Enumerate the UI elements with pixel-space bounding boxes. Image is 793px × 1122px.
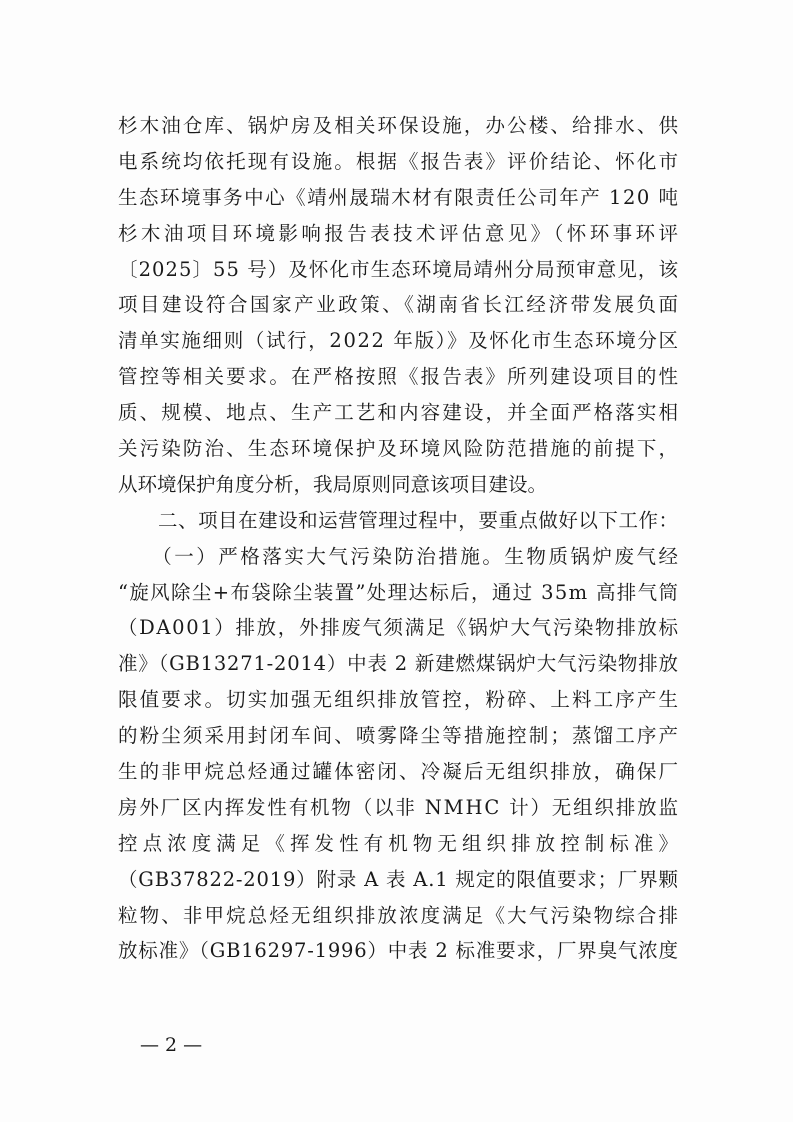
text-line: 管控等相关要求。在严格按照《报告表》所列建设项目的性	[118, 365, 681, 389]
text-line: 电系统均依托现有设施。根据《报告表》评价结论、怀化市	[118, 149, 681, 173]
text-line: （DA001）排放，外排废气须满足《锅炉大气污染物排放标	[118, 616, 680, 640]
text-line: “旋风除尘+布袋除尘装置”处理达标后，通过 35m 高排气筒	[118, 580, 680, 604]
text-line: 〔2025〕55 号）及怀化市生态环境局靖州分局预审意见，该	[118, 257, 680, 281]
text-line: 限值要求。切实加强无组织排放管控，粉碎、上料工序产生	[118, 688, 681, 712]
text-line: 清单实施细则（试行，2022 年版）》及怀化市生态环境分区	[118, 329, 680, 353]
document-body	[118, 108, 684, 969]
text-line: 粒物、非甲烷总烃无组织排放浓度满足《大气污染物综合排	[118, 903, 681, 927]
text-line: 质、规模、地点、生产工艺和内容建设，并全面严格落实相	[118, 401, 681, 425]
text-line: 放标准》（GB16297-1996）中表 2 标准要求，厂界臭气浓度	[118, 939, 679, 963]
text-line: 二、项目在建设和运营管理过程中，要重点做好以下工作：	[118, 508, 679, 532]
text-line: 准》（GB13271-2014）中表 2 新建燃煤锅炉大气污染物排放	[118, 652, 679, 676]
text-line: 项目建设符合国家产业政策、《湖南省长江经济带发展负面	[118, 293, 681, 317]
text-line: 关污染防治、生态环境保护及环境风险防范措施的前提下，	[118, 437, 681, 461]
text-line: （GB37822-2019）附录 A 表 A.1 规定的限值要求；厂界颗	[118, 867, 679, 891]
text-line: 杉木油仓库、锅炉房及相关环保设施，办公楼、给排水、供	[118, 114, 681, 137]
text-line: 房外厂区内挥发性有机物（以非 NMHC 计）无组织排放监	[118, 795, 680, 819]
text-line: 生态环境事务中心《靖州晟瑞木材有限责任公司年产 120 吨	[118, 185, 680, 209]
text-line: 的粉尘须采用封闭车间、喷雾降尘等措施控制；蒸馏工序产	[118, 724, 681, 748]
page-number: — 2 —	[140, 1034, 203, 1056]
text-line: 杉木油项目环境影响报告表技术评估意见》（怀环事环评	[118, 221, 682, 245]
text-line: 控点浓度满足《挥发性有机物无组织排放控制标准》	[118, 831, 684, 855]
text-line: 生的非甲烷总烃通过罐体密闭、冷凝后无组织排放，确保厂	[118, 760, 681, 784]
text-line: 从环境保护角度分析，我局原则同意该项目建设。	[118, 472, 548, 496]
text-line: （一）严格落实大气污染防治措施。生物质锅炉废气经	[118, 544, 681, 568]
